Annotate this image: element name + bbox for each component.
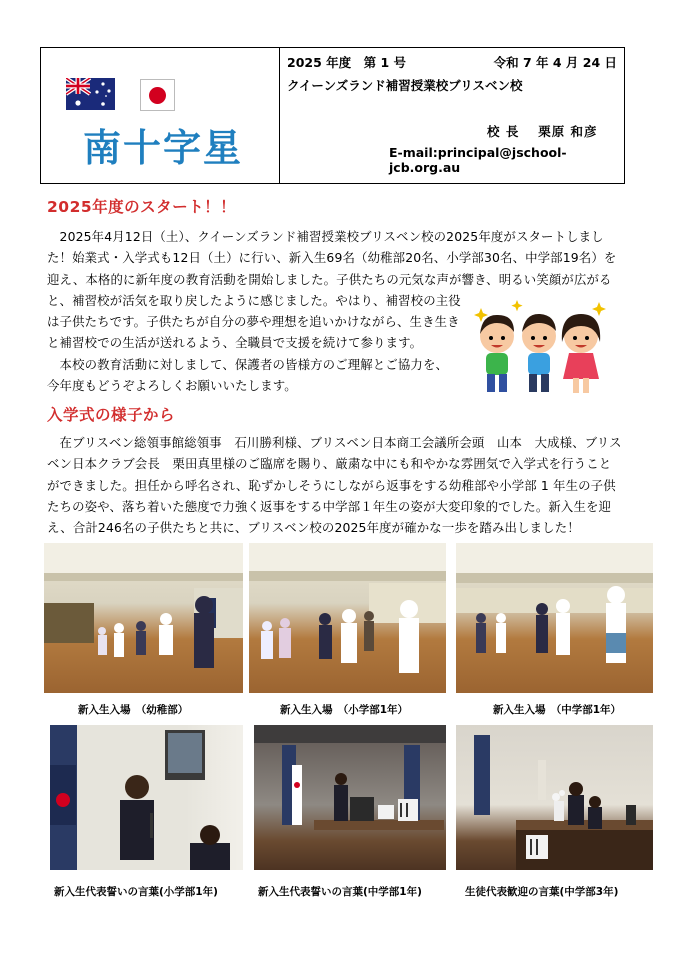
photo-kindergarten-entrance	[44, 543, 243, 693]
body-line: たちの姿や、落ち着いた態度で力強く返事をする中学部１年生の姿が大変印象的でした。新入生を迎	[47, 498, 612, 514]
body-line: 本校の教育活動に対しまして、保護者の皆様方のご理解とご協力を、	[47, 356, 449, 372]
photo-caption: 新入生代表誓いの言葉(小学部1年)	[54, 886, 218, 898]
section-heading-ceremony: 入学式の様子から	[47, 406, 176, 424]
photo-caption: 新入生入場 （中学部1年）	[493, 704, 622, 716]
body-line: 2025年4月12日（土）、クイーンズランド補習授業校ブリスベン校の2025年度がスタートしまし	[47, 229, 604, 244]
australia-flag-icon	[66, 78, 115, 110]
body-line: 迎え、本格的に新年度の教育活動を開始しました。子供たちの元気な声が響き、明るい笑顔が広がる	[47, 271, 612, 287]
newsletter-title: 南十字星	[83, 126, 244, 170]
photo-caption: 新入生代表誓いの言葉(中学部1年)	[258, 886, 422, 898]
body-line: 今年度もどうぞよろしくお願いいたします。	[47, 378, 297, 394]
photo-caption: 新入生入場 （幼稚部）	[78, 704, 189, 716]
masthead	[40, 47, 625, 184]
body-line: は子供たちです。子供たちが自分の夢や理想を追いかけながら、生き生き	[47, 314, 460, 330]
body-line: ベン日本クラブ会長 栗田真里様のご臨席を賜り、厳粛な中にも和やかな雰囲気で入学式を行うこと	[47, 456, 612, 472]
body-line: え、合計246名の子供たちと共に、ブリスベン校の2025年度が確かな一歩を踏み出しました！	[47, 520, 580, 536]
japan-flag-icon	[140, 79, 175, 111]
section-body-ceremony	[47, 432, 637, 538]
photo-junior-high-pledge	[254, 725, 446, 870]
photo-junior-high-entrance	[456, 543, 653, 693]
body-line: た！始業式・入学式も12日（土）に行い、新入生69名（幼稚部20名、小学部30名、中学部19名）を	[47, 250, 617, 266]
body-line: 在ブリスベン総領事館総領事 石川勝利様、ブリスベン日本商工会議所会頭 山本 大成様、ブリス	[47, 435, 622, 450]
principal-email[interactable]: E-mail:principal@jschool-jcb.org.au	[389, 145, 567, 175]
japan-flag-sun	[149, 87, 166, 104]
issue-number: 2025 年度 第 1 号	[287, 55, 407, 70]
photo-caption: 生徒代表歓迎の言葉(中学部3年)	[465, 886, 619, 898]
body-line: と補習校での生活が送れるよう、全職員で支援を続けて参ります。	[47, 335, 423, 351]
principal-name: 校 長 栗原 和彦	[487, 124, 598, 139]
school-name: クイーンズランド補習授業校ブリスベン校	[287, 78, 523, 93]
photo-welcome-speech	[456, 725, 653, 870]
section-heading-new-year: 2025年度のスタート！！	[47, 198, 237, 216]
photo-elementary-pledge	[50, 725, 243, 870]
body-line: ができました。担任から呼名され、恥ずかしそうにしながら返事をする幼稚部や小学部 1 年生の子供	[47, 477, 616, 493]
photo-elementary-entrance	[249, 543, 446, 693]
photo-caption: 新入生入場 （小学部1年）	[280, 704, 409, 716]
masthead-info	[287, 48, 617, 183]
issue-date: 令和 7 年 4 月 24 日	[493, 55, 617, 70]
masthead-divider	[279, 48, 280, 183]
body-line: と、補習校が活気を取り戻したように感じました。やはり、補習校の主役	[47, 292, 461, 308]
running-kids-illustration	[473, 298, 613, 400]
